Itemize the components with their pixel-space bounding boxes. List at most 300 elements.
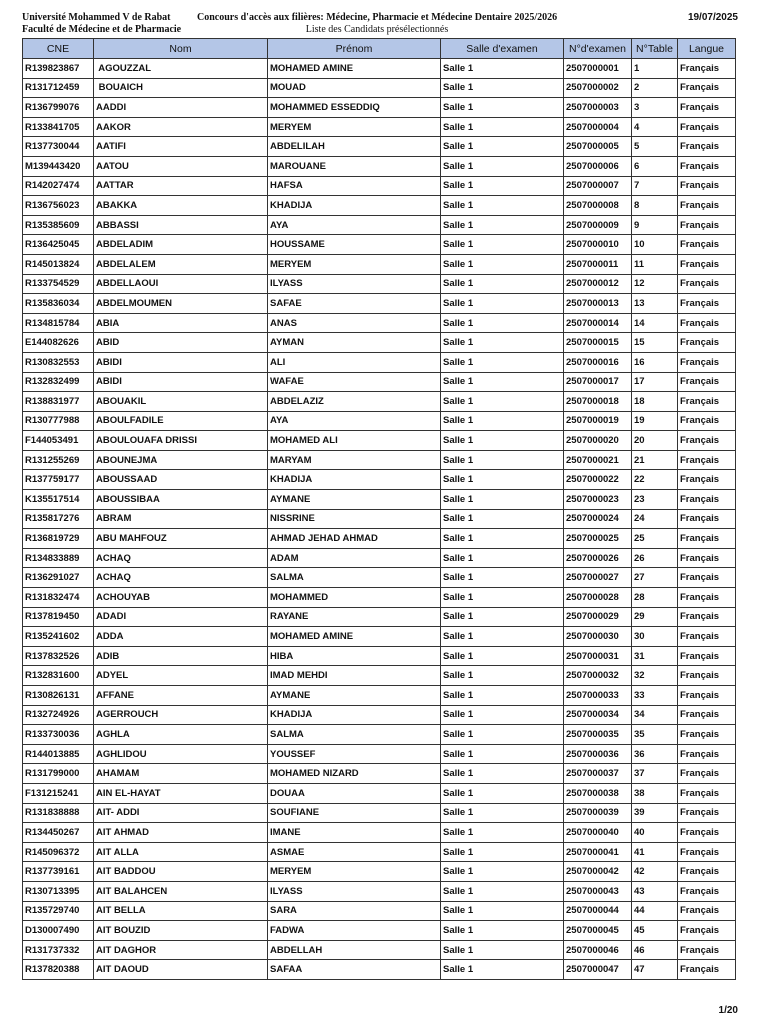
cell-langue: Français xyxy=(678,313,736,333)
cell-prenom: SOUFIANE xyxy=(268,803,441,823)
cell-nom: ABDELADIM xyxy=(94,235,268,255)
cell-prenom: AYMANE xyxy=(268,686,441,706)
cell-prenom: MOUAD xyxy=(268,78,441,98)
cell-numero-table: 9 xyxy=(632,215,678,235)
cell-numero-table: 1 xyxy=(632,59,678,79)
cell-nom: ADADI xyxy=(94,607,268,627)
cell-prenom: WAFAE xyxy=(268,372,441,392)
cell-numero-table: 39 xyxy=(632,803,678,823)
cell-nom: ADDA xyxy=(94,627,268,647)
cell-prenom: DOUAA xyxy=(268,783,441,803)
column-header-numero-examen: N°d'examen xyxy=(564,39,632,59)
cell-salle: Salle 1 xyxy=(441,940,564,960)
table-row xyxy=(23,196,736,216)
table-row xyxy=(23,78,736,98)
table-row xyxy=(23,686,736,706)
cell-cne: R137730044 xyxy=(23,137,94,157)
table-row xyxy=(23,59,736,79)
cell-numero-table: 38 xyxy=(632,783,678,803)
cell-salle: Salle 1 xyxy=(441,313,564,333)
cell-numero-examen: 2507000021 xyxy=(564,450,632,470)
cell-salle: Salle 1 xyxy=(441,411,564,431)
cell-nom: AIT ALLA xyxy=(94,842,268,862)
cell-nom: ACHOUYAB xyxy=(94,588,268,608)
cell-numero-examen: 2507000030 xyxy=(564,627,632,647)
cell-langue: Français xyxy=(678,431,736,451)
cell-numero-examen: 2507000025 xyxy=(564,529,632,549)
cell-langue: Français xyxy=(678,254,736,274)
cell-numero-examen: 2507000035 xyxy=(564,725,632,745)
table-row xyxy=(23,450,736,470)
cell-numero-examen: 2507000034 xyxy=(564,705,632,725)
table-row xyxy=(23,137,736,157)
cell-nom: AIT BALAHCEN xyxy=(94,881,268,901)
cell-cne: R131838888 xyxy=(23,803,94,823)
table-row xyxy=(23,98,736,118)
cell-numero-table: 28 xyxy=(632,588,678,608)
cell-numero-table: 40 xyxy=(632,823,678,843)
table-row xyxy=(23,666,736,686)
cell-langue: Français xyxy=(678,274,736,294)
table-row xyxy=(23,333,736,353)
column-header-numero-table: N°Table xyxy=(632,39,678,59)
cell-nom: AIT BADDOU xyxy=(94,862,268,882)
cell-numero-table: 37 xyxy=(632,764,678,784)
cell-salle: Salle 1 xyxy=(441,921,564,941)
cell-numero-table: 2 xyxy=(632,78,678,98)
cell-numero-table: 17 xyxy=(632,372,678,392)
cell-numero-examen: 2507000009 xyxy=(564,215,632,235)
column-header-prenom: Prénom xyxy=(268,39,441,59)
cell-salle: Salle 1 xyxy=(441,294,564,314)
cell-cne: R135241602 xyxy=(23,627,94,647)
cell-numero-examen: 2507000031 xyxy=(564,646,632,666)
cell-numero-table: 15 xyxy=(632,333,678,353)
cell-numero-table: 45 xyxy=(632,921,678,941)
cell-salle: Salle 1 xyxy=(441,352,564,372)
cell-salle: Salle 1 xyxy=(441,686,564,706)
cell-nom: ABOUAKIL xyxy=(94,392,268,412)
cell-numero-examen: 2507000017 xyxy=(564,372,632,392)
cell-langue: Français xyxy=(678,117,736,137)
cell-langue: Français xyxy=(678,59,736,79)
cell-salle: Salle 1 xyxy=(441,881,564,901)
cell-langue: Français xyxy=(678,196,736,216)
cell-cne: R131712459 xyxy=(23,78,94,98)
cell-cne: R144013885 xyxy=(23,744,94,764)
cell-salle: Salle 1 xyxy=(441,59,564,79)
cell-nom: ABBASSI xyxy=(94,215,268,235)
cell-nom: AGHLA xyxy=(94,725,268,745)
cell-prenom: SAFAE xyxy=(268,294,441,314)
cell-langue: Français xyxy=(678,803,736,823)
cell-numero-table: 25 xyxy=(632,529,678,549)
cell-numero-table: 27 xyxy=(632,568,678,588)
cell-langue: Français xyxy=(678,333,736,353)
cell-nom: AIT AHMAD xyxy=(94,823,268,843)
cell-numero-examen: 2507000015 xyxy=(564,333,632,353)
cell-numero-table: 43 xyxy=(632,881,678,901)
cell-cne: R137820388 xyxy=(23,960,94,980)
cell-salle: Salle 1 xyxy=(441,372,564,392)
cell-numero-table: 26 xyxy=(632,548,678,568)
cell-nom: ACHAQ xyxy=(94,548,268,568)
cell-salle: Salle 1 xyxy=(441,744,564,764)
cell-numero-examen: 2507000004 xyxy=(564,117,632,137)
cell-cne: R131799000 xyxy=(23,764,94,784)
institution-block xyxy=(22,12,181,36)
cell-nom: ACHAQ xyxy=(94,568,268,588)
cell-nom: AIT BELLA xyxy=(94,901,268,921)
cell-prenom: ADAM xyxy=(268,548,441,568)
cell-cne: R132724926 xyxy=(23,705,94,725)
cell-cne: R145096372 xyxy=(23,842,94,862)
cell-cne: R132831600 xyxy=(23,666,94,686)
cell-nom: ABIDI xyxy=(94,352,268,372)
cell-langue: Français xyxy=(678,783,736,803)
cell-cne: R132832499 xyxy=(23,372,94,392)
table-row xyxy=(23,352,736,372)
cell-cne: R130713395 xyxy=(23,881,94,901)
cell-salle: Salle 1 xyxy=(441,862,564,882)
cell-numero-examen: 2507000032 xyxy=(564,666,632,686)
table-row xyxy=(23,156,736,176)
cell-numero-examen: 2507000044 xyxy=(564,901,632,921)
cell-numero-examen: 2507000001 xyxy=(564,59,632,79)
table-row xyxy=(23,548,736,568)
table-row xyxy=(23,588,736,608)
candidates-table xyxy=(22,38,736,980)
cell-prenom: MOHAMED AMINE xyxy=(268,59,441,79)
cell-prenom: SALMA xyxy=(268,725,441,745)
cell-numero-table: 14 xyxy=(632,313,678,333)
cell-langue: Français xyxy=(678,588,736,608)
cell-salle: Salle 1 xyxy=(441,764,564,784)
table-row xyxy=(23,921,736,941)
cell-prenom: AYMANE xyxy=(268,490,441,510)
cell-langue: Français xyxy=(678,921,736,941)
cell-numero-table: 42 xyxy=(632,862,678,882)
table-row xyxy=(23,627,736,647)
faculty-name: Faculté de Médecine et de Pharmacie xyxy=(22,24,182,35)
cell-nom: AIT DAOUD xyxy=(94,960,268,980)
cell-prenom: SAFAA xyxy=(268,960,441,980)
cell-salle: Salle 1 xyxy=(441,254,564,274)
cell-prenom: MOHAMMED ESSEDDIQ xyxy=(268,98,441,118)
cell-numero-examen: 2507000007 xyxy=(564,176,632,196)
cell-prenom: ABDELAZIZ xyxy=(268,392,441,412)
cell-salle: Salle 1 xyxy=(441,842,564,862)
cell-numero-examen: 2507000012 xyxy=(564,274,632,294)
cell-cne: R133730036 xyxy=(23,725,94,745)
table-body xyxy=(23,59,736,980)
cell-numero-table: 33 xyxy=(632,686,678,706)
cell-numero-examen: 2507000018 xyxy=(564,392,632,412)
table-row xyxy=(23,254,736,274)
column-header-langue: Langue xyxy=(678,39,736,59)
cell-langue: Français xyxy=(678,176,736,196)
cell-langue: Français xyxy=(678,627,736,647)
table-row xyxy=(23,940,736,960)
cell-nom: ABID xyxy=(94,333,268,353)
cell-salle: Salle 1 xyxy=(441,666,564,686)
cell-langue: Français xyxy=(678,352,736,372)
cell-langue: Français xyxy=(678,705,736,725)
cell-cne: R137819450 xyxy=(23,607,94,627)
cell-prenom: ILYASS xyxy=(268,881,441,901)
cell-numero-examen: 2507000046 xyxy=(564,940,632,960)
cell-cne: M139443420 xyxy=(23,156,94,176)
cell-langue: Français xyxy=(678,764,736,784)
cell-langue: Français xyxy=(678,548,736,568)
table-row xyxy=(23,431,736,451)
table-row xyxy=(23,117,736,137)
cell-cne: R137739161 xyxy=(23,862,94,882)
table-row xyxy=(23,529,736,549)
cell-prenom: MOHAMED NIZARD xyxy=(268,764,441,784)
cell-cne: R135385609 xyxy=(23,215,94,235)
document-title: Concours d'accès aux filières: Médecine, Pharmacie et Médecine Dentaire 2025/2026 xyxy=(197,12,558,23)
cell-cne: R135817276 xyxy=(23,509,94,529)
table-row xyxy=(23,646,736,666)
cell-nom: AADDI xyxy=(94,98,268,118)
cell-langue: Français xyxy=(678,156,736,176)
cell-numero-examen: 2507000033 xyxy=(564,686,632,706)
cell-numero-table: 32 xyxy=(632,666,678,686)
cell-langue: Français xyxy=(678,509,736,529)
table-row xyxy=(23,862,736,882)
cell-salle: Salle 1 xyxy=(441,548,564,568)
table-row xyxy=(23,392,736,412)
cell-numero-examen: 2507000039 xyxy=(564,803,632,823)
cell-prenom: AYMAN xyxy=(268,333,441,353)
cell-cne: R131255269 xyxy=(23,450,94,470)
cell-salle: Salle 1 xyxy=(441,215,564,235)
cell-nom: AAKOR xyxy=(94,117,268,137)
cell-nom: ABDELMOUMEN xyxy=(94,294,268,314)
cell-salle: Salle 1 xyxy=(441,333,564,353)
table-row xyxy=(23,881,736,901)
cell-numero-table: 47 xyxy=(632,960,678,980)
cell-langue: Français xyxy=(678,529,736,549)
column-header-nom: Nom xyxy=(94,39,268,59)
table-row xyxy=(23,411,736,431)
cell-salle: Salle 1 xyxy=(441,705,564,725)
cell-prenom: MARYAM xyxy=(268,450,441,470)
cell-numero-table: 12 xyxy=(632,274,678,294)
cell-prenom: HOUSSAME xyxy=(268,235,441,255)
cell-langue: Français xyxy=(678,666,736,686)
cell-cne: R138831977 xyxy=(23,392,94,412)
cell-nom: AFFANE xyxy=(94,686,268,706)
cell-numero-examen: 2507000047 xyxy=(564,960,632,980)
cell-cne: R130777988 xyxy=(23,411,94,431)
cell-prenom: KHADIJA xyxy=(268,705,441,725)
cell-cne: R136799076 xyxy=(23,98,94,118)
table-row xyxy=(23,235,736,255)
cell-salle: Salle 1 xyxy=(441,725,564,745)
table-row xyxy=(23,274,736,294)
cell-nom: AATOU xyxy=(94,156,268,176)
table-row xyxy=(23,764,736,784)
cell-langue: Français xyxy=(678,862,736,882)
cell-numero-table: 4 xyxy=(632,117,678,137)
cell-numero-table: 21 xyxy=(632,450,678,470)
table-row xyxy=(23,783,736,803)
cell-prenom: SARA xyxy=(268,901,441,921)
cell-nom: ABOULFADILE xyxy=(94,411,268,431)
cell-numero-examen: 2507000023 xyxy=(564,490,632,510)
cell-prenom: YOUSSEF xyxy=(268,744,441,764)
cell-salle: Salle 1 xyxy=(441,568,564,588)
cell-cne: R133754529 xyxy=(23,274,94,294)
cell-nom: ABIDI xyxy=(94,372,268,392)
cell-salle: Salle 1 xyxy=(441,156,564,176)
table-header-row xyxy=(23,39,736,59)
table-row xyxy=(23,842,736,862)
university-name: Université Mohammed V de Rabat xyxy=(22,12,171,23)
cell-prenom: MERYEM xyxy=(268,862,441,882)
cell-cne: F144053491 xyxy=(23,431,94,451)
cell-langue: Français xyxy=(678,294,736,314)
cell-salle: Salle 1 xyxy=(441,607,564,627)
table-row xyxy=(23,823,736,843)
cell-cne: R136819729 xyxy=(23,529,94,549)
cell-numero-examen: 2507000043 xyxy=(564,881,632,901)
cell-numero-examen: 2507000038 xyxy=(564,783,632,803)
cell-numero-table: 29 xyxy=(632,607,678,627)
cell-cne: R131832474 xyxy=(23,588,94,608)
cell-numero-table: 46 xyxy=(632,940,678,960)
cell-numero-examen: 2507000024 xyxy=(564,509,632,529)
cell-numero-table: 22 xyxy=(632,470,678,490)
cell-numero-examen: 2507000045 xyxy=(564,921,632,941)
cell-cne: R134833889 xyxy=(23,548,94,568)
table-row xyxy=(23,215,736,235)
table-row xyxy=(23,901,736,921)
cell-cne: R137759177 xyxy=(23,470,94,490)
table-row xyxy=(23,568,736,588)
cell-cne: K135517514 xyxy=(23,490,94,510)
cell-numero-table: 19 xyxy=(632,411,678,431)
cell-numero-examen: 2507000027 xyxy=(564,568,632,588)
cell-langue: Français xyxy=(678,235,736,255)
cell-nom: ADIB xyxy=(94,646,268,666)
cell-numero-examen: 2507000041 xyxy=(564,842,632,862)
table-row xyxy=(23,803,736,823)
cell-numero-table: 23 xyxy=(632,490,678,510)
cell-prenom: AYA xyxy=(268,411,441,431)
cell-prenom: MERYEM xyxy=(268,254,441,274)
cell-cne: R136756023 xyxy=(23,196,94,216)
table-row xyxy=(23,509,736,529)
cell-cne: R135836034 xyxy=(23,294,94,314)
cell-prenom: IMANE xyxy=(268,823,441,843)
column-header-cne: CNE xyxy=(23,39,94,59)
cell-salle: Salle 1 xyxy=(441,196,564,216)
cell-numero-table: 7 xyxy=(632,176,678,196)
cell-prenom: AHMAD JEHAD AHMAD xyxy=(268,529,441,549)
cell-numero-examen: 2507000006 xyxy=(564,156,632,176)
cell-langue: Français xyxy=(678,98,736,118)
cell-prenom: ANAS xyxy=(268,313,441,333)
cell-langue: Français xyxy=(678,901,736,921)
cell-nom: BOUAICH xyxy=(94,78,268,98)
cell-numero-examen: 2507000042 xyxy=(564,862,632,882)
cell-cne: R130826131 xyxy=(23,686,94,706)
cell-prenom: AYA xyxy=(268,215,441,235)
cell-prenom: ABDELILAH xyxy=(268,137,441,157)
cell-langue: Français xyxy=(678,392,736,412)
cell-prenom: ALI xyxy=(268,352,441,372)
cell-numero-table: 5 xyxy=(632,137,678,157)
cell-numero-table: 13 xyxy=(632,294,678,314)
cell-salle: Salle 1 xyxy=(441,235,564,255)
cell-salle: Salle 1 xyxy=(441,98,564,118)
cell-salle: Salle 1 xyxy=(441,117,564,137)
cell-nom: ABOUSSIBAA xyxy=(94,490,268,510)
cell-salle: Salle 1 xyxy=(441,823,564,843)
cell-salle: Salle 1 xyxy=(441,176,564,196)
cell-prenom: MERYEM xyxy=(268,117,441,137)
cell-prenom: MAROUANE xyxy=(268,156,441,176)
cell-nom: AIN EL-HAYAT xyxy=(94,783,268,803)
cell-salle: Salle 1 xyxy=(441,274,564,294)
cell-numero-examen: 2507000014 xyxy=(564,313,632,333)
cell-langue: Français xyxy=(678,842,736,862)
cell-prenom: HAFSA xyxy=(268,176,441,196)
cell-cne: R131737332 xyxy=(23,940,94,960)
cell-langue: Français xyxy=(678,411,736,431)
cell-langue: Français xyxy=(678,686,736,706)
cell-numero-examen: 2507000022 xyxy=(564,470,632,490)
cell-salle: Salle 1 xyxy=(441,588,564,608)
cell-nom: AGHLIDOU xyxy=(94,744,268,764)
cell-salle: Salle 1 xyxy=(441,392,564,412)
cell-salle: Salle 1 xyxy=(441,627,564,647)
cell-nom: ABDELLAOUI xyxy=(94,274,268,294)
cell-prenom: ABDELLAH xyxy=(268,940,441,960)
cell-nom: AATTAR xyxy=(94,176,268,196)
cell-langue: Français xyxy=(678,470,736,490)
cell-numero-examen: 2507000019 xyxy=(564,411,632,431)
cell-prenom: ILYASS xyxy=(268,274,441,294)
cell-cne: R136425045 xyxy=(23,235,94,255)
cell-salle: Salle 1 xyxy=(441,803,564,823)
cell-nom: ABDELALEM xyxy=(94,254,268,274)
cell-langue: Français xyxy=(678,607,736,627)
document-date: 19/07/2025 xyxy=(687,12,738,23)
cell-numero-examen: 2507000002 xyxy=(564,78,632,98)
cell-prenom: SALMA xyxy=(268,568,441,588)
cell-langue: Français xyxy=(678,646,736,666)
cell-numero-examen: 2507000016 xyxy=(564,352,632,372)
cell-nom: AIT BOUZID xyxy=(94,921,268,941)
cell-prenom: MOHAMMED xyxy=(268,588,441,608)
cell-langue: Français xyxy=(678,78,736,98)
cell-numero-examen: 2507000011 xyxy=(564,254,632,274)
cell-numero-examen: 2507000029 xyxy=(564,607,632,627)
cell-numero-examen: 2507000037 xyxy=(564,764,632,784)
cell-salle: Salle 1 xyxy=(441,901,564,921)
cell-numero-table: 6 xyxy=(632,156,678,176)
cell-prenom: FADWA xyxy=(268,921,441,941)
cell-cne: F131215241 xyxy=(23,783,94,803)
cell-salle: Salle 1 xyxy=(441,450,564,470)
table-row xyxy=(23,313,736,333)
cell-numero-examen: 2507000040 xyxy=(564,823,632,843)
cell-numero-examen: 2507000008 xyxy=(564,196,632,216)
